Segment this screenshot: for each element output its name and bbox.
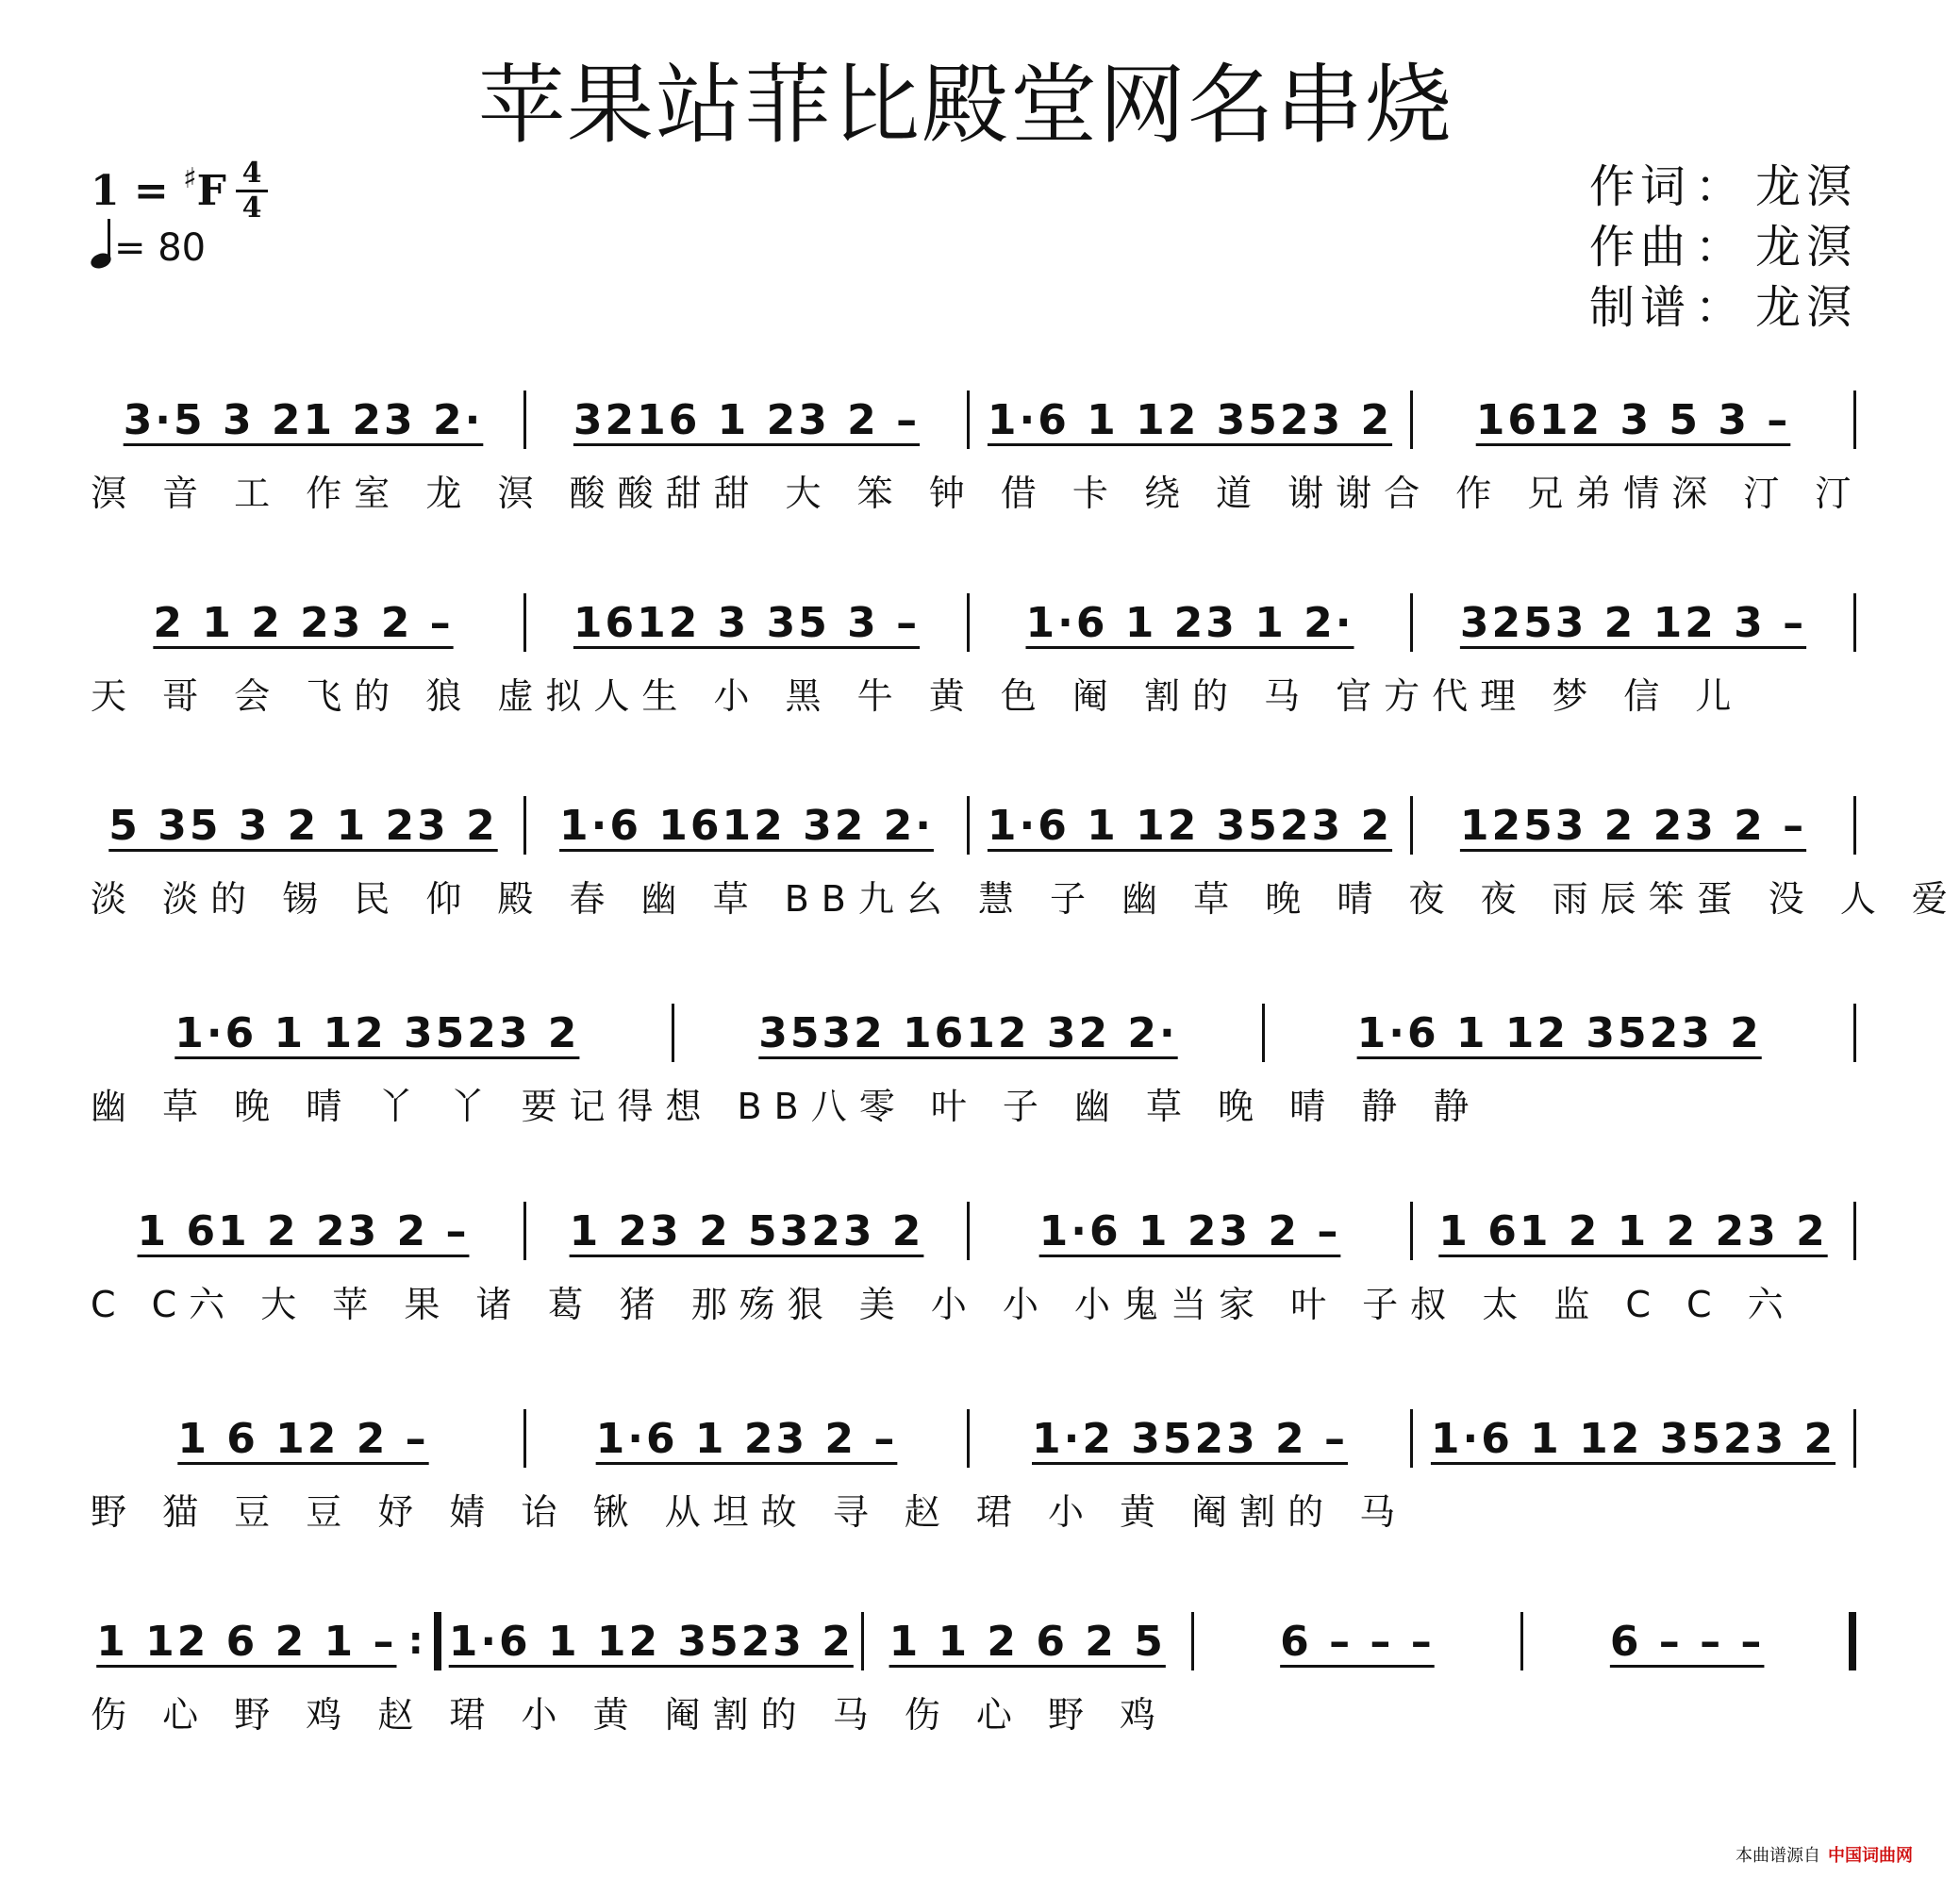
barline <box>672 1004 674 1062</box>
barline <box>967 391 970 449</box>
score-system-4 <box>91 995 1864 1146</box>
measure: 6 – – – <box>1280 1617 1435 1666</box>
measure: 1·6 1 23 1 2· <box>1025 598 1354 647</box>
barline <box>1410 1409 1413 1468</box>
measure: 3253 2 12 3 – <box>1459 598 1807 647</box>
credit-arranger <box>1589 277 1857 338</box>
measure: 6 – – – <box>1609 1617 1765 1666</box>
barline <box>523 1409 526 1468</box>
repeat-barline <box>434 1612 441 1670</box>
barline <box>967 593 970 652</box>
barline <box>1853 593 1856 652</box>
lyrics-row: 伤 心 野 鸡 赵 珺 小 黄 阉割的 马 伤 心 野 鸡 <box>91 1694 1169 1736</box>
sharp-icon: ♯ <box>183 162 197 195</box>
barline <box>967 1409 970 1468</box>
measure: 1 12 6 2 1 – <box>96 1617 397 1666</box>
measure: 2 1 2 23 2 – <box>153 598 454 647</box>
measure: 3532 1612 32 2· <box>758 1008 1178 1057</box>
barline <box>1410 391 1413 449</box>
credit-label: 制谱 <box>1589 281 1692 334</box>
credit-separator: ： <box>1695 221 1747 274</box>
credit-label: 作词 <box>1589 160 1692 213</box>
lyrics-row: 溟 音 工 作室 龙 溟 酸酸甜甜 大 笨 钟 借 卡 绕 道 谢谢合 作 兄弟情深 汀 汀 <box>91 473 1864 514</box>
lyrics-row: 淡 淡的 锡 民 仰 殿 春 幽 草 BB九幺 慧 子 幽 草 晚 晴 夜 夜 雨辰笨蛋 没 人 爱 <box>91 878 1960 920</box>
measure: 1·2 3523 2 – <box>1032 1414 1348 1463</box>
notation-row <box>91 1401 1864 1476</box>
key-note: F <box>196 167 226 215</box>
notation-row <box>91 382 1864 457</box>
barline <box>1410 796 1413 855</box>
key-prefix: 1 = <box>91 167 184 215</box>
barline <box>1853 1409 1856 1468</box>
measure: 1 61 2 23 2 – <box>137 1206 470 1255</box>
credit-composer <box>1589 217 1857 277</box>
lyrics-row: C C六 大 苹 果 诸 葛 猪 那殇狠 美 小 小 小鬼当家 叶 子叔 太 监 C C 六 <box>91 1284 1796 1325</box>
credit-name: 龙溟 <box>1755 221 1858 274</box>
barline <box>1853 796 1856 855</box>
measure: 1·6 1 23 2 – <box>1038 1206 1341 1255</box>
score-system-3 <box>91 788 1960 939</box>
barline <box>967 796 970 855</box>
barline <box>1853 391 1856 449</box>
measure: 1·6 1 23 2 – <box>595 1414 898 1463</box>
repeat-sign-icon: : <box>407 1620 426 1663</box>
score-system-6 <box>91 1401 1864 1552</box>
score-system-5 <box>91 1193 1864 1344</box>
notation-row <box>91 788 1864 863</box>
barline <box>523 391 526 449</box>
measure: 1·6 1 12 3523 2 <box>174 1008 580 1057</box>
measure: 1·6 1 12 3523 2 <box>448 1617 854 1666</box>
measure: 1253 2 23 2 – <box>1459 801 1807 850</box>
lyrics-row: 天 哥 会 飞的 狼 虚拟人生 小 黑 牛 黄 色 阉 割的 马 官方代理 梦 信 儿 <box>91 675 1744 717</box>
tempo-marking <box>91 226 206 270</box>
notation-row <box>91 1193 1864 1269</box>
credit-separator: ： <box>1695 281 1747 334</box>
credit-separator: ： <box>1695 160 1747 213</box>
measure: 3·5 3 21 23 2· <box>123 395 484 444</box>
barline <box>861 1612 864 1670</box>
footer-source: 本曲谱源自 <box>1736 1846 1820 1866</box>
measure: 1·6 1612 32 2· <box>559 801 934 850</box>
measure: 1 1 2 6 2 5 <box>889 1617 1166 1666</box>
credit-lyricist <box>1589 157 1857 217</box>
score-title: 苹果站菲比殿堂网名串烧 <box>477 55 1453 156</box>
credit-name: 龙溟 <box>1755 160 1858 213</box>
barline <box>1410 593 1413 652</box>
measure: 1 6 12 2 – <box>177 1414 429 1463</box>
note-stem <box>108 219 110 260</box>
barline <box>967 1202 970 1260</box>
measure: 1·6 1 12 3523 2 <box>1356 1008 1762 1057</box>
credit-label: 作曲 <box>1589 221 1692 274</box>
barline <box>1410 1202 1413 1260</box>
score-system-1 <box>91 382 1864 533</box>
measure: 5 35 3 2 1 23 2 <box>108 801 498 850</box>
time-signature <box>236 158 268 224</box>
barline <box>523 796 526 855</box>
measure: 1 61 2 1 2 23 2 <box>1438 1206 1828 1255</box>
barline <box>523 1202 526 1260</box>
notation-row <box>91 995 1864 1071</box>
credit-name: 龙溟 <box>1755 281 1858 334</box>
tempo-value: = 80 <box>114 226 207 270</box>
lyrics-row: 野 猫 豆 豆 妤 婧 诒 锹 从坦故 寻 赵 珺 小 黄 阉割的 马 <box>91 1491 1408 1533</box>
barline <box>1520 1612 1523 1670</box>
score-system-7 <box>91 1604 1864 1754</box>
measure: 1612 3 35 3 – <box>573 598 921 647</box>
measure: 1612 3 5 3 – <box>1475 395 1791 444</box>
measure: 1 23 2 5323 2 <box>569 1206 924 1255</box>
measure: 3216 1 23 2 – <box>573 395 921 444</box>
key-signature <box>91 162 226 215</box>
measure: 1·6 1 12 3523 2 <box>987 395 1393 444</box>
notation-row <box>91 1604 1864 1679</box>
notation-row <box>91 585 1864 660</box>
measure: 1·6 1 12 3523 2 <box>987 801 1393 850</box>
barline <box>1262 1004 1265 1062</box>
credits <box>1589 157 1857 338</box>
footer-site-link[interactable]: 中国词曲网 <box>1828 1846 1913 1866</box>
source-footer <box>1736 1842 1913 1867</box>
lyrics-row: 幽 草 晚 晴 丫 丫 要记得想 BB八零 叶 子 幽 草 晚 晴 静 静 <box>91 1086 1482 1127</box>
final-barline <box>1849 1612 1856 1670</box>
measure: 1·6 1 12 3523 2 <box>1430 1414 1836 1463</box>
barline <box>1191 1612 1194 1670</box>
time-signature-top: 4 <box>241 157 262 190</box>
barline <box>1853 1004 1856 1062</box>
barline <box>523 593 526 652</box>
time-signature-bottom: 4 <box>241 191 262 224</box>
score-system-2 <box>91 585 1864 736</box>
barline <box>1853 1202 1856 1260</box>
